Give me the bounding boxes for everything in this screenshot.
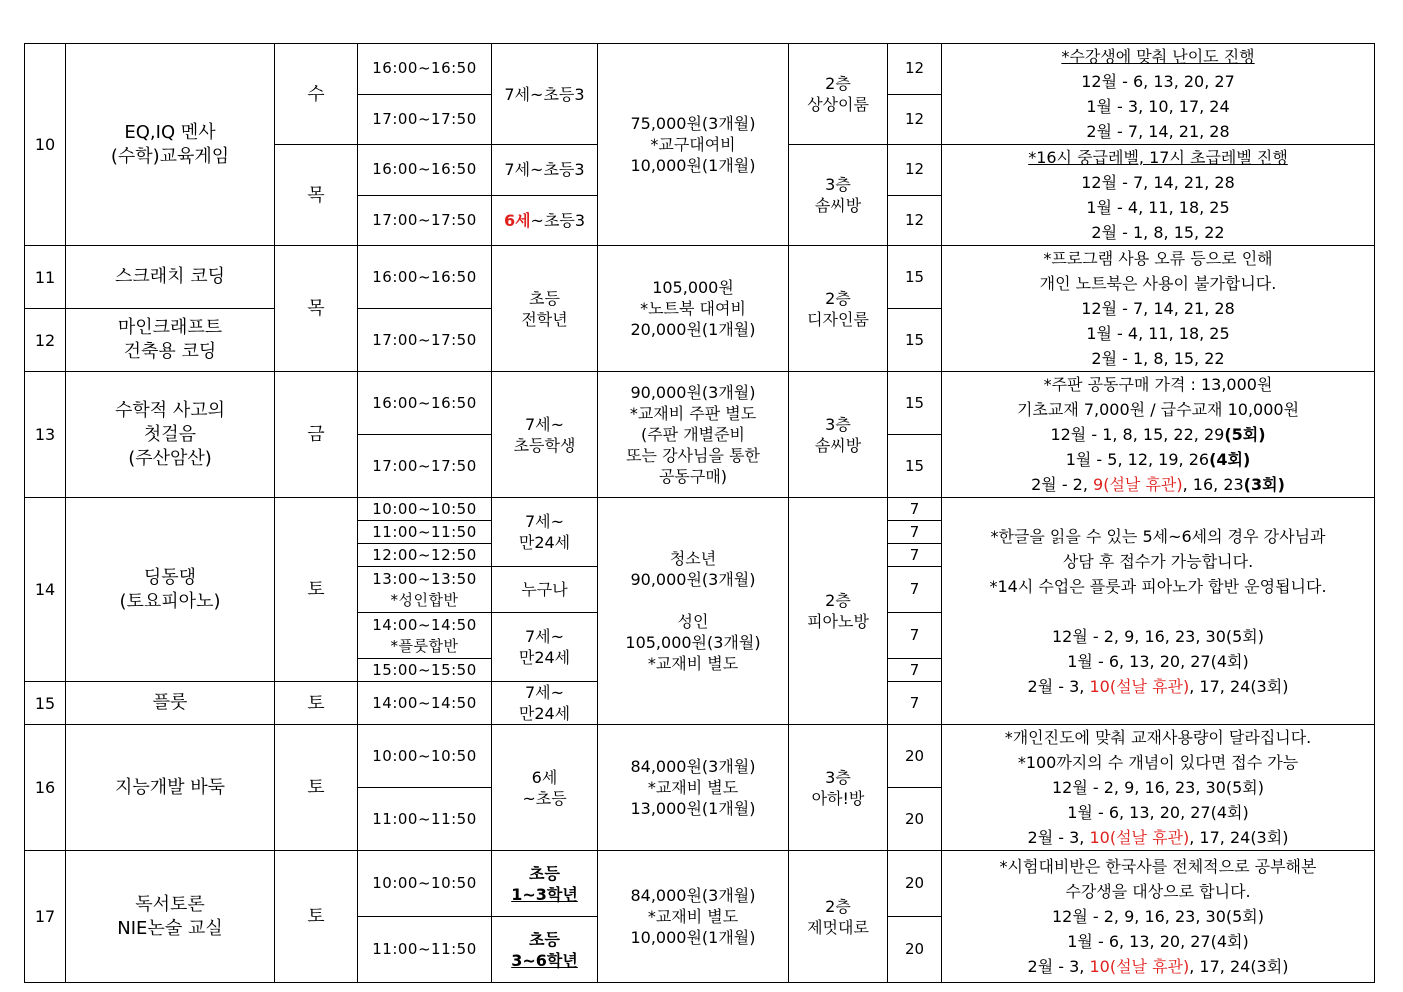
time-line: 14:00~14:50 xyxy=(372,615,477,634)
class-note xyxy=(942,44,1375,145)
holiday-note: 10(설날 휴관) xyxy=(1089,676,1190,696)
note-line: 2월 - 1, 8, 15, 22 xyxy=(1091,349,1225,368)
class-day: 목 xyxy=(275,246,358,372)
age-line: 7세~ xyxy=(524,627,565,646)
class-capacity: 12 xyxy=(888,94,942,145)
class-room xyxy=(789,725,888,851)
class-day: 토 xyxy=(275,851,358,983)
class-age xyxy=(492,498,598,567)
note-line: 1월 - 6, 13, 20, 27(4회) xyxy=(1067,932,1249,951)
row-number: 15 xyxy=(25,682,66,725)
class-name-line: 첫걸음 xyxy=(143,423,197,445)
class-capacity: 20 xyxy=(888,851,942,917)
class-fee xyxy=(598,498,789,725)
class-capacity: 12 xyxy=(888,195,942,246)
note-line: *100까지의 수 개념이 있다면 접수 가능 xyxy=(1017,753,1299,772)
class-room xyxy=(789,498,888,725)
class-note xyxy=(942,725,1375,851)
class-capacity: 15 xyxy=(888,435,942,498)
room-floor: 2층 xyxy=(825,896,851,916)
class-capacity: 12 xyxy=(888,44,942,95)
class-day: 토 xyxy=(275,682,358,725)
fee-line: 성인 xyxy=(677,612,709,631)
class-time: 17:00~17:50 xyxy=(358,94,492,145)
class-capacity: 15 xyxy=(888,246,942,309)
class-room xyxy=(789,851,888,983)
class-fee xyxy=(598,44,789,246)
class-room xyxy=(789,44,888,145)
class-note xyxy=(942,372,1375,498)
note-line: 1월 - 6, 13, 20, 27(4회) xyxy=(1067,803,1249,822)
class-time: 16:00~16:50 xyxy=(358,44,492,95)
class-fee xyxy=(598,246,789,372)
class-capacity: 7 xyxy=(888,567,942,613)
fee-line: (주판 개별준비 xyxy=(640,425,746,444)
note-line: *프로그램 사용 오류 등으로 인해 xyxy=(1043,249,1273,268)
note-dates: 2월 - 2, xyxy=(1031,475,1094,494)
class-name xyxy=(66,309,275,372)
class-day: 토 xyxy=(275,498,358,682)
age-line: 초등학생 xyxy=(513,435,576,455)
class-time: 16:00~16:50 xyxy=(358,246,492,309)
class-capacity: 7 xyxy=(888,544,942,567)
fee-line: 또는 강사님을 통한 xyxy=(626,446,760,465)
table-row xyxy=(25,725,1375,788)
row-number: 12 xyxy=(25,309,66,372)
class-name xyxy=(66,44,275,246)
row-number: 17 xyxy=(25,851,66,983)
note-line: 12월 - 2, 9, 16, 23, 30(5회) xyxy=(1051,778,1264,797)
class-time: 15:00~15:50 xyxy=(358,659,492,682)
age-line: 7세~ xyxy=(524,414,565,434)
note-line xyxy=(942,825,1374,850)
note-dates: 1월 - 5, 12, 19, 26 xyxy=(1065,450,1210,469)
note-line: *한글을 읽을 수 있는 5세~6세의 경우 강사님과 xyxy=(990,526,1326,546)
room-floor: 2층 xyxy=(825,74,851,93)
class-name xyxy=(66,498,275,682)
class-capacity: 7 xyxy=(888,498,942,521)
class-time: 17:00~17:50 xyxy=(358,309,492,372)
class-name-line: 수학적 사고의 xyxy=(114,399,226,421)
age-line: 7세~ xyxy=(524,512,565,531)
class-name: 스크래치 코딩 xyxy=(66,246,275,309)
class-name-line: 딩동댕 xyxy=(143,566,197,588)
class-name: 지능개발 바둑 xyxy=(66,725,275,851)
room-name: 제멋대로 xyxy=(807,917,869,937)
fee-line: 공동구매) xyxy=(658,467,728,486)
age-line: 만24세 xyxy=(518,533,571,552)
class-time: 14:00~14:50 xyxy=(358,682,492,725)
class-name xyxy=(66,372,275,498)
class-time: 10:00~10:50 xyxy=(358,851,492,917)
time-line: 13:00~13:50 xyxy=(372,569,477,588)
note-line: *수강생에 맞춰 난이도 진행 xyxy=(1061,47,1255,66)
class-time: 17:00~17:50 xyxy=(358,195,492,246)
class-day: 수 xyxy=(275,44,358,145)
note-line: *개인진도에 맞춰 교재사용량이 달라집니다. xyxy=(1004,728,1312,747)
class-name-line: 독서토론 xyxy=(135,893,205,915)
class-time: 10:00~10:50 xyxy=(358,498,492,521)
note-line: *16시 중급레벨, 17시 초급레벨 진행 xyxy=(1028,148,1288,167)
table-row xyxy=(25,246,1375,309)
class-capacity: 20 xyxy=(888,725,942,788)
table-row xyxy=(25,498,1375,521)
room-name: 디자인룸 xyxy=(807,309,869,329)
class-age xyxy=(492,682,598,725)
class-name-line: (토요피아노) xyxy=(119,590,221,612)
fee-line: 10,000원(1개월) xyxy=(630,156,756,175)
note-line: 개인 노트북은 사용이 불가합니다. xyxy=(1039,274,1277,293)
age-line: 만24세 xyxy=(518,648,571,667)
class-time: 16:00~16:50 xyxy=(358,145,492,196)
class-name: 플룻 xyxy=(66,682,275,725)
note-line: *시험대비반은 한국사를 전체적으로 공부해본 xyxy=(999,857,1317,876)
class-age xyxy=(492,246,598,372)
age-line: 초등 xyxy=(529,863,560,883)
time-subnote: *성인합반 xyxy=(390,590,459,609)
note-dates: , 16, 23 xyxy=(1182,475,1244,494)
age-line: 초등 xyxy=(529,288,560,308)
room-name: 피아노방 xyxy=(807,612,869,631)
class-day: 금 xyxy=(275,372,358,498)
class-capacity: 15 xyxy=(888,309,942,372)
class-age xyxy=(492,725,598,851)
class-name-line: (주산암산) xyxy=(128,447,212,469)
class-time xyxy=(358,613,492,659)
room-floor: 3층 xyxy=(825,175,851,194)
class-fee xyxy=(598,851,789,983)
room-floor: 3층 xyxy=(825,414,851,434)
room-floor: 2층 xyxy=(825,591,851,610)
class-time xyxy=(358,567,492,613)
note-line: 2월 - 1, 8, 15, 22 xyxy=(1091,223,1225,242)
note-line: 1월 - 4, 11, 18, 25 xyxy=(1086,198,1230,217)
room-name: 솜씨방 xyxy=(814,435,862,455)
class-age xyxy=(492,372,598,498)
note-dates: , 17, 24(3회) xyxy=(1189,828,1289,847)
holiday-note: 10(설날 휴관) xyxy=(1089,828,1190,847)
class-time: 11:00~11:50 xyxy=(358,788,492,851)
class-day: 목 xyxy=(275,145,358,246)
fee-line: 13,000원(1개월) xyxy=(630,799,756,818)
age-line: 1~3학년 xyxy=(511,884,578,904)
age-line: 6세 xyxy=(531,767,558,787)
class-name xyxy=(66,851,275,983)
table-row xyxy=(25,851,1375,917)
class-room xyxy=(789,372,888,498)
class-name-line: 건축용 코딩 xyxy=(123,341,217,362)
fee-line: *노트북 대여비 xyxy=(640,299,746,318)
class-age: 누구나 xyxy=(492,567,598,613)
note-line: 12월 - 7, 14, 21, 28 xyxy=(1081,299,1235,318)
note-line: 1월 - 3, 10, 17, 24 xyxy=(1086,97,1230,116)
class-note xyxy=(942,498,1375,725)
note-line: 12월 - 6, 13, 20, 27 xyxy=(1081,72,1235,91)
row-number: 11 xyxy=(25,246,66,309)
fee-spacer xyxy=(598,590,788,611)
class-time: 11:00~11:50 xyxy=(358,521,492,544)
row-number: 14 xyxy=(25,498,66,682)
row-number: 10 xyxy=(25,44,66,246)
class-room xyxy=(789,246,888,372)
class-schedule-table xyxy=(24,43,1375,983)
room-name: 솜씨방 xyxy=(814,196,862,215)
note-line xyxy=(942,447,1374,472)
note-line xyxy=(942,674,1374,699)
class-name-line: NIE논술 교실 xyxy=(117,917,223,939)
note-dates: 2월 - 3, xyxy=(1027,957,1090,976)
class-room xyxy=(789,145,888,246)
class-capacity: 15 xyxy=(888,372,942,435)
class-note xyxy=(942,851,1375,983)
class-time: 10:00~10:50 xyxy=(358,725,492,788)
class-note xyxy=(942,246,1375,372)
note-line: 2월 - 7, 14, 21, 28 xyxy=(1086,122,1230,141)
fee-line: *교재비 주판 별도 xyxy=(629,404,757,423)
note-line: 기초교재 7,000원 / 급수교재 10,000원 xyxy=(1016,400,1300,419)
class-capacity: 20 xyxy=(888,788,942,851)
class-capacity: 7 xyxy=(888,613,942,659)
note-line: 12월 - 7, 14, 21, 28 xyxy=(1081,173,1235,192)
class-name-line: 마인크래프트 xyxy=(117,317,223,338)
note-dates: , 17, 24(3회) xyxy=(1189,957,1289,976)
class-capacity: 7 xyxy=(888,521,942,544)
class-name-line: (수학)교육게임 xyxy=(110,145,230,167)
room-name: 아하!방 xyxy=(811,788,865,808)
age-rest: ~초등3 xyxy=(530,210,586,230)
fee-line: 90,000원(3개월) xyxy=(630,570,756,589)
note-line: 12월 - 2, 9, 16, 23, 30(5회) xyxy=(1051,626,1264,646)
row-number: 13 xyxy=(25,372,66,498)
note-line: 12월 - 2, 9, 16, 23, 30(5회) xyxy=(1051,907,1264,926)
note-line: 수강생을 대상으로 합니다. xyxy=(1065,882,1251,901)
room-name: 상상이룸 xyxy=(807,95,869,114)
note-line: 1월 - 6, 13, 20, 27(4회) xyxy=(1067,651,1249,671)
class-age xyxy=(492,613,598,682)
class-day: 토 xyxy=(275,725,358,851)
fee-line: 10,000원(1개월) xyxy=(630,928,756,947)
class-age: 7세~초등3 xyxy=(492,44,598,145)
room-floor: 2층 xyxy=(825,288,851,308)
note-line xyxy=(942,472,1374,497)
age-line: 7세~ xyxy=(524,683,565,702)
age-line: 전학년 xyxy=(521,309,568,329)
class-time: 12:00~12:50 xyxy=(358,544,492,567)
note-line xyxy=(942,954,1374,979)
note-line: 1월 - 4, 11, 18, 25 xyxy=(1086,324,1230,343)
note-dates: , 17, 24(3회) xyxy=(1189,676,1289,696)
class-fee xyxy=(598,725,789,851)
class-age: 7세~초등3 xyxy=(492,145,598,196)
note-dates: 12월 - 1, 8, 15, 22, 29 xyxy=(1050,425,1225,444)
class-time: 17:00~17:50 xyxy=(358,435,492,498)
age-highlight: 6세 xyxy=(503,210,531,230)
row-number: 16 xyxy=(25,725,66,851)
class-note xyxy=(942,145,1375,246)
note-dates: 2월 - 3, xyxy=(1027,828,1090,847)
note-line: *14시 수업은 플룻과 피아노가 합반 운영됩니다. xyxy=(989,576,1327,596)
fee-line: 84,000원(3개월) xyxy=(630,757,756,776)
fee-line: 20,000원(1개월) xyxy=(630,320,756,339)
fee-line: *교구대여비 xyxy=(650,135,736,154)
room-floor: 3층 xyxy=(825,767,851,787)
class-fee xyxy=(598,372,789,498)
class-capacity: 12 xyxy=(888,145,942,196)
note-spacer xyxy=(942,599,1374,624)
fee-line: 105,000원(3개월) xyxy=(625,633,761,652)
holiday-note: 10(설날 휴관) xyxy=(1089,957,1190,976)
class-capacity: 20 xyxy=(888,917,942,983)
note-count: (3회) xyxy=(1243,475,1285,494)
note-line xyxy=(942,422,1374,447)
age-line: 초등 xyxy=(529,929,560,949)
class-name-line: EQ,IQ 멘사 xyxy=(124,121,216,143)
class-time: 11:00~11:50 xyxy=(358,917,492,983)
note-line: *주판 공동구매 가격 : 13,000원 xyxy=(1043,375,1273,394)
table-row xyxy=(25,44,1375,95)
fee-line: *교재비 별도 xyxy=(647,907,739,926)
note-count: (4회) xyxy=(1209,450,1251,469)
class-time: 16:00~16:50 xyxy=(358,372,492,435)
fee-line: 75,000원(3개월) xyxy=(630,114,756,133)
time-subnote: *플룻합반 xyxy=(390,636,459,655)
class-capacity: 7 xyxy=(888,682,942,725)
class-capacity: 7 xyxy=(888,659,942,682)
fee-line: 84,000원(3개월) xyxy=(630,886,756,905)
fee-line: 청소년 xyxy=(669,549,717,568)
age-line: 3~6학년 xyxy=(511,950,578,970)
note-count: (5회) xyxy=(1224,425,1266,444)
holiday-note: 9(설날 휴관) xyxy=(1093,475,1183,494)
age-line: 만24세 xyxy=(518,704,571,723)
age-line: ~초등 xyxy=(522,788,567,808)
class-age xyxy=(492,851,598,917)
fee-line: 90,000원(3개월) xyxy=(630,383,756,402)
table-row xyxy=(25,372,1375,435)
fee-line: 105,000원 xyxy=(652,278,734,297)
note-dates: 2월 - 3, xyxy=(1027,676,1090,696)
class-age xyxy=(492,917,598,983)
note-line: 상담 후 접수가 가능합니다. xyxy=(1062,551,1254,571)
fee-line: *교재비 별도 xyxy=(647,778,739,797)
fee-line: *교재비 별도 xyxy=(647,654,739,673)
class-age xyxy=(492,195,598,246)
